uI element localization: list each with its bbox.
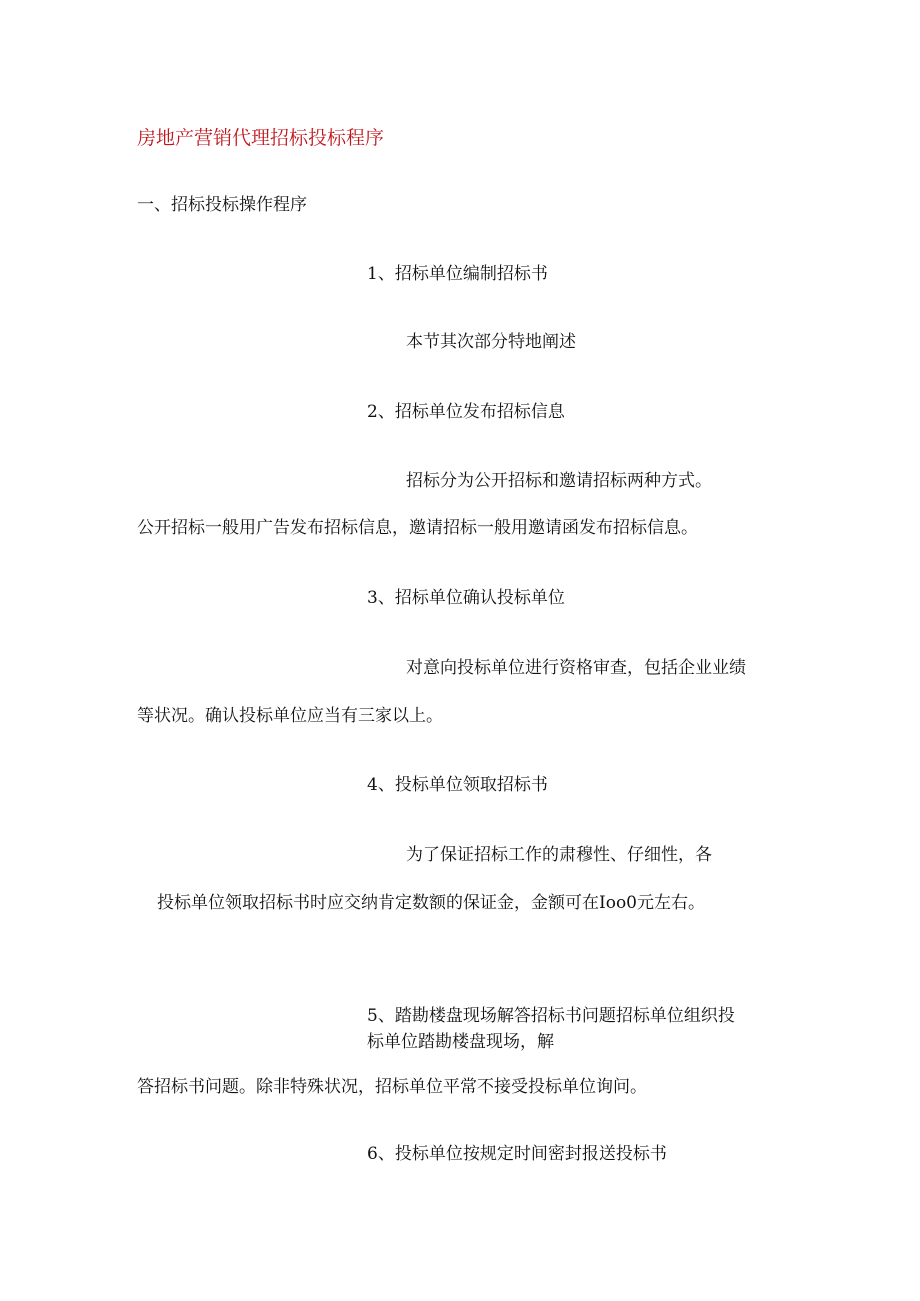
step-4-body-line-2: 投标单位领取招标书时应交纳肯定数额的保证金，金额可在Ioo0元左右。	[157, 893, 705, 913]
step-6-heading: 6、投标单位按规定时间密封报送投标书	[367, 1144, 667, 1164]
step-3-heading: 3、招标单位确认投标单位	[367, 588, 565, 608]
step-5-heading-line-2: 标单位踏勘楼盘现场，解	[367, 1032, 554, 1052]
step-1-heading: 1、招标单位编制招标书	[367, 264, 548, 284]
step-2-heading: 2、招标单位发布招标信息	[367, 402, 565, 422]
step-1-body: 本节其次部分特地阐述	[406, 332, 576, 352]
step-3-body-line-1: 对意向投标单位进行资格审查，包括企业业绩	[406, 658, 746, 678]
step-5-heading-line-1: 5、踏勘楼盘现场解答招标书问题招标单位组织投	[367, 1006, 735, 1026]
section-heading: 一、招标投标操作程序	[137, 195, 307, 215]
step-2-body-line-1: 招标分为公开招标和邀请招标两种方式。	[406, 471, 712, 491]
step-5-body: 答招标书问题。除非特殊状况，招标单位平常不接受投标单位询问。	[137, 1077, 647, 1097]
step-4-body-line-1: 为了保证招标工作的肃穆性、仔细性，各	[406, 845, 712, 865]
document-title: 房地产营销代理招标投标程序	[137, 127, 385, 149]
step-2-body-line-2: 公开招标一般用广告发布招标信息，邀请招标一般用邀请函发布招标信息。	[137, 518, 698, 538]
step-4-heading: 4、投标单位领取招标书	[367, 775, 548, 795]
step-3-body-line-2: 等状况。确认投标单位应当有三家以上。	[137, 706, 443, 726]
